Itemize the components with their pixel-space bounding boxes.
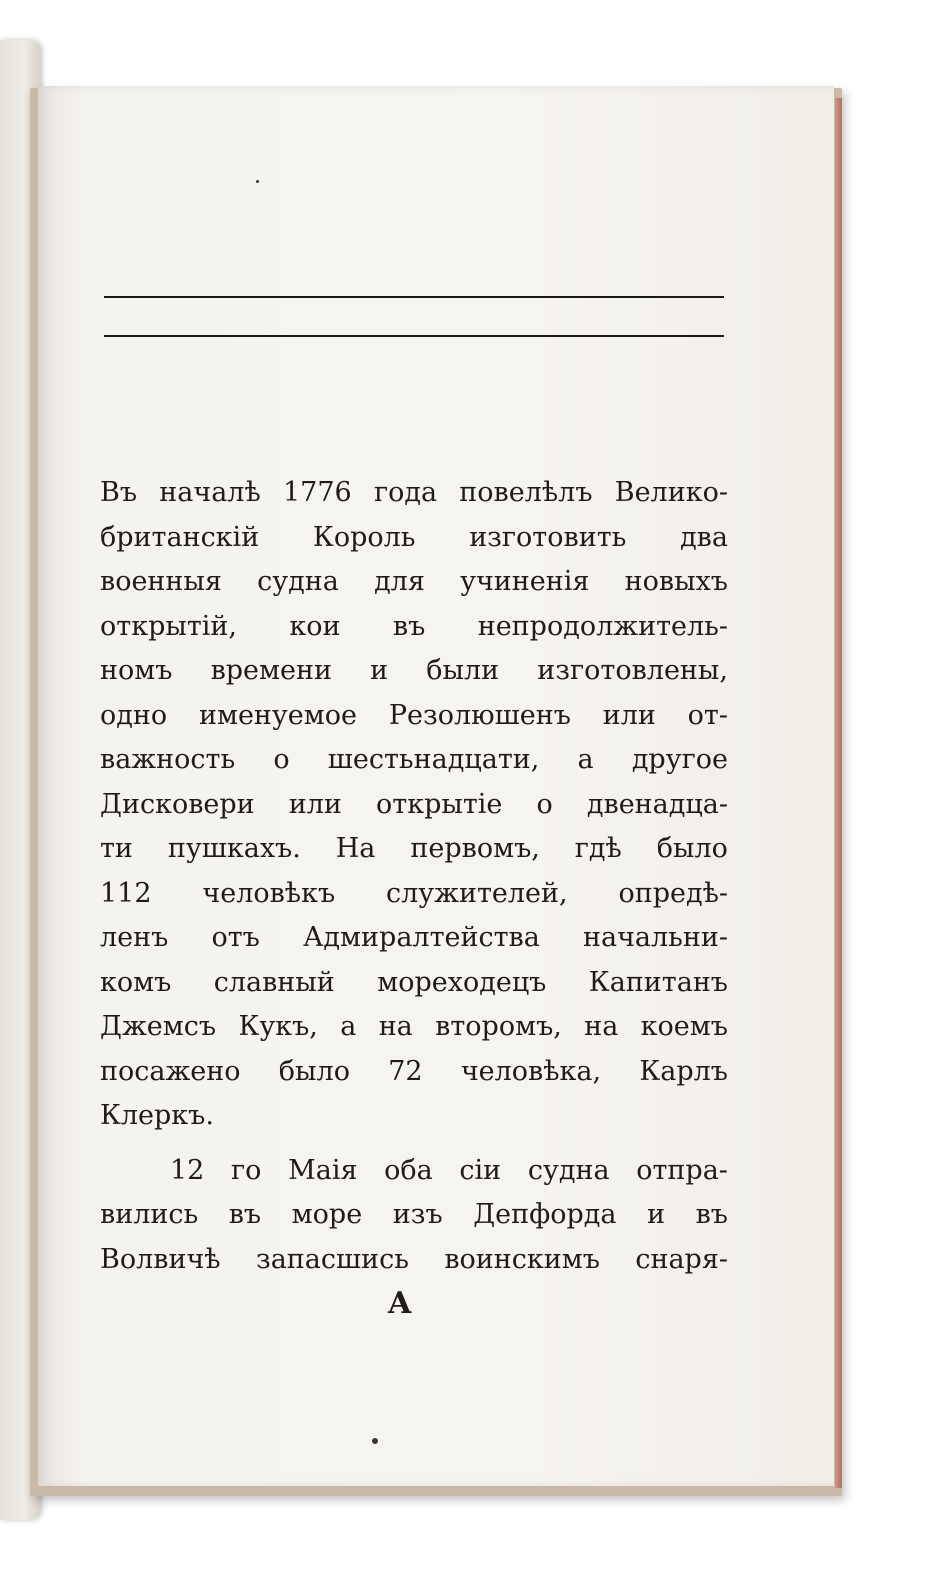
word: и — [370, 655, 389, 686]
word: двенадца- — [586, 788, 728, 820]
word: Король — [312, 521, 416, 553]
word: Карлъ — [639, 1055, 728, 1087]
word: оба — [384, 1154, 433, 1186]
text-line: Клеркъ. — [100, 1100, 214, 1131]
word: отпра- — [636, 1154, 728, 1186]
word: изъ — [392, 1199, 443, 1230]
word: номъ — [100, 655, 173, 686]
word: го — [231, 1154, 262, 1186]
word: открытіе — [376, 788, 503, 820]
text-line — [100, 827, 728, 872]
word: началѣ — [159, 477, 261, 508]
word: коемъ — [640, 1011, 728, 1042]
word: комъ — [100, 966, 172, 998]
word: отъ — [211, 922, 260, 953]
text-line — [100, 649, 728, 694]
word: учиненія — [460, 566, 590, 597]
word: Волвичѣ — [100, 1243, 221, 1275]
text-line — [100, 872, 728, 917]
text-line — [100, 1238, 728, 1283]
word: человѣка, — [460, 1055, 602, 1087]
word: сіи — [459, 1154, 502, 1186]
word: времени — [210, 655, 332, 686]
word: Велико- — [614, 477, 728, 508]
word: въ — [392, 610, 426, 642]
word: море — [291, 1199, 363, 1230]
word: 1776 — [282, 477, 352, 508]
word: мореходецъ — [377, 966, 547, 998]
word: опредѣ- — [618, 877, 728, 909]
word: въ — [228, 1199, 262, 1230]
word: года — [373, 477, 438, 508]
text-line — [100, 605, 728, 650]
text-line — [100, 1193, 728, 1238]
word: воинскимъ — [444, 1243, 600, 1275]
text-line — [100, 1050, 728, 1095]
word: британскій — [100, 521, 260, 553]
word: Кукъ, — [238, 1011, 318, 1042]
double-rule-bottom — [104, 335, 724, 337]
text-line — [100, 783, 728, 828]
word: служителей, — [385, 877, 568, 909]
word: пушкахъ. — [167, 833, 301, 864]
word: славный — [213, 966, 335, 998]
text-line — [100, 516, 728, 561]
text-line — [100, 1149, 728, 1194]
word: о — [536, 788, 553, 820]
word: второмъ, — [435, 1011, 562, 1042]
word: и — [647, 1199, 666, 1230]
word: въ — [695, 1199, 728, 1230]
word: для — [374, 566, 425, 597]
word: первомъ, — [410, 833, 540, 864]
text-line — [100, 961, 728, 1006]
word: военныя — [100, 566, 222, 597]
word: запасшись — [255, 1243, 409, 1275]
word: а — [577, 744, 594, 775]
word: на — [584, 1011, 619, 1042]
word: важность — [100, 744, 236, 775]
word: Джемсъ — [100, 1011, 217, 1042]
word: одно — [100, 699, 168, 731]
word: было — [278, 1055, 350, 1087]
word: другое — [631, 744, 728, 775]
word: непродолжитель- — [477, 610, 728, 642]
word: кои — [289, 610, 341, 642]
word: Въ — [100, 477, 138, 508]
word: снаря- — [635, 1243, 728, 1275]
text-line — [100, 560, 728, 605]
word: судна — [527, 1154, 610, 1186]
page-edge — [835, 98, 842, 1488]
word: Адмиралтейства — [302, 922, 540, 953]
word: от- — [687, 699, 728, 731]
text-line — [100, 738, 728, 783]
word: открытій, — [100, 610, 237, 642]
word: 72 — [388, 1055, 423, 1087]
word: новыхъ — [624, 566, 728, 597]
text-line — [100, 916, 728, 961]
word: на — [378, 1011, 413, 1042]
signature-mark: A — [388, 1286, 412, 1321]
word: изготовлены, — [537, 655, 728, 686]
word: именуемое — [198, 699, 358, 731]
word: или — [602, 699, 656, 731]
text-line — [100, 694, 728, 739]
word: ти — [100, 833, 133, 864]
word: о — [273, 744, 290, 775]
body-text — [100, 471, 728, 1282]
word: человѣкъ — [202, 877, 336, 909]
book-page — [38, 86, 834, 1486]
word: Резолюшенъ — [388, 699, 571, 731]
word: повелѣлъ — [459, 477, 593, 508]
word: изготовить — [469, 521, 627, 553]
word: Капитанъ — [588, 966, 728, 998]
word: посажено — [100, 1055, 241, 1087]
ink-speck — [372, 1438, 378, 1444]
double-rule-top — [104, 296, 724, 298]
ink-speck — [256, 180, 259, 183]
word: вились — [100, 1199, 199, 1230]
word: 12 — [170, 1154, 205, 1186]
word: шестьнадцати, — [327, 744, 540, 775]
word: два — [680, 521, 728, 553]
word: судна — [257, 566, 339, 597]
word: было — [656, 833, 728, 864]
text-line — [100, 471, 728, 516]
text-line — [100, 1005, 728, 1050]
word: начальни- — [582, 922, 728, 953]
word: а — [340, 1011, 357, 1042]
word: На — [335, 833, 376, 864]
word: ленъ — [100, 922, 169, 953]
word: Дисковери — [100, 788, 255, 820]
word: Маія — [288, 1154, 358, 1186]
word: гдѣ — [574, 833, 622, 864]
word: 112 — [100, 877, 152, 909]
word: Депфорда — [473, 1199, 617, 1230]
word: или — [288, 788, 342, 820]
word: были — [426, 655, 500, 686]
